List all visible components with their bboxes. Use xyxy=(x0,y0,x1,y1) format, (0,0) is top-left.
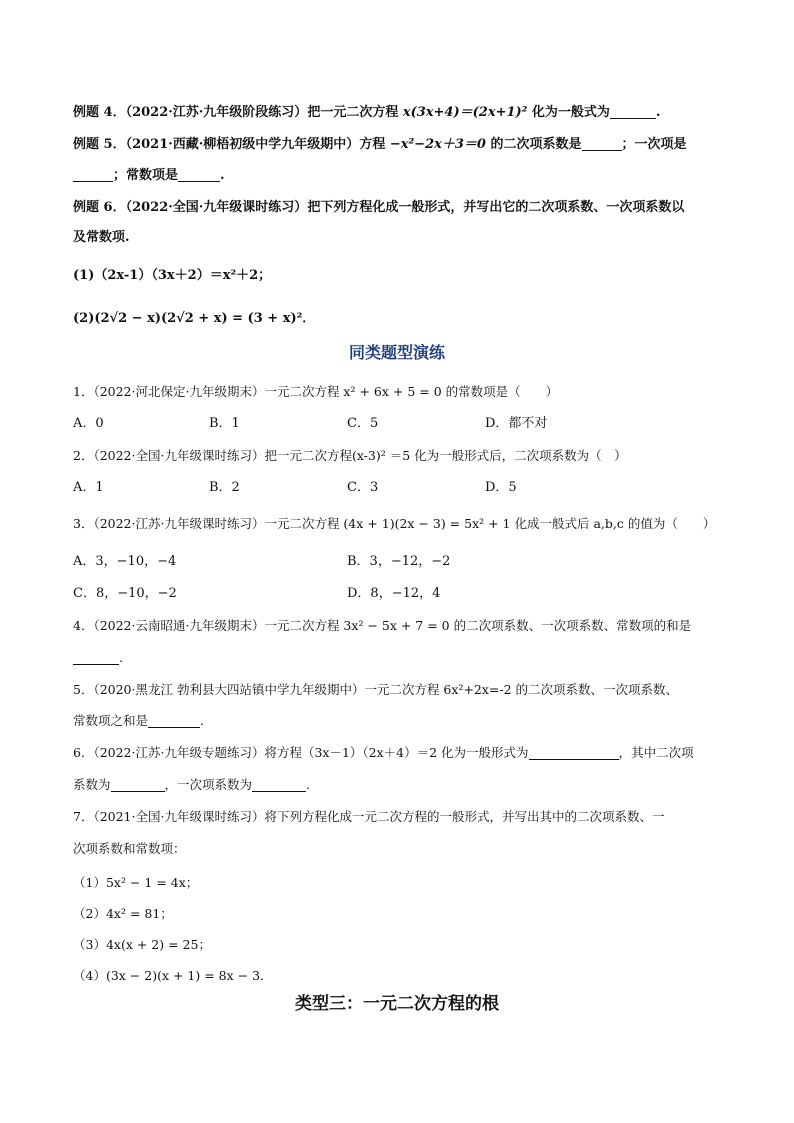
question-6-blank-general-form[interactable] xyxy=(529,745,619,760)
example-4-text-a: 把一元二次方程 xyxy=(307,105,403,120)
section-heading-practice: 同类题型演练 xyxy=(348,343,445,362)
example-5-equation: −x²−2x＋3＝0 xyxy=(389,137,486,152)
question-3-option-b[interactable]: B．3，−12，−2 xyxy=(347,554,451,569)
example-5-text-a: 方程 xyxy=(359,137,390,152)
question-2-option-b[interactable]: B．2 xyxy=(209,480,240,495)
example-5 xyxy=(73,135,687,155)
example-6 xyxy=(73,198,684,218)
question-3-option-a[interactable]: A．3，−10，−4 xyxy=(73,554,177,569)
example-4-source: （2022·江苏·九年级阶段练习） xyxy=(125,105,308,120)
example-6-text-b: 及常数项. xyxy=(73,230,130,245)
example-4-equation: x(3x+4)＝(2x+1)² xyxy=(402,105,528,120)
question-5-text: 5．（2020·黑龙江 勃利县大四站镇中学九年级期中）一元二次方程 6x²+2x=-2 的二次项系数、一次项系数、 xyxy=(73,682,679,697)
question-1-option-a[interactable]: A．0 xyxy=(73,416,104,431)
question-1-option-d[interactable]: D．都不对 xyxy=(485,416,548,431)
question-6-line-1 xyxy=(73,743,694,763)
question-6-blank-quadratic-coef[interactable] xyxy=(111,777,165,792)
question-7-item-3: （3）4x(x + 2) = 25； xyxy=(73,937,211,952)
question-6-end: . xyxy=(306,777,311,792)
question-7-text: 7．（2021·全国·九年级课时练习）将下列方程化成一元二次方程的一般形式，并写出其中的二次项系数、一 xyxy=(73,809,665,824)
example-6-label: 例题 6． xyxy=(73,200,126,215)
example-4-answer-blank[interactable] xyxy=(610,104,656,119)
question-6-text-2-b: ，一次项系数为 xyxy=(164,777,253,792)
question-6-text-2: 系数为 xyxy=(73,777,111,792)
example-5-text-d: ；常数项是 xyxy=(113,168,179,183)
question-5-answer-blank[interactable] xyxy=(148,713,200,728)
question-4-cont xyxy=(73,648,123,668)
example-4 xyxy=(73,103,660,123)
example-4-text-b: 化为一般式为 xyxy=(527,105,610,120)
example-5-blank-1[interactable] xyxy=(582,136,622,151)
example-4-end: . xyxy=(655,105,661,120)
question-3-option-c[interactable]: C．8，−10，−2 xyxy=(73,586,177,601)
question-2-text: 2．（2022·全国·九年级课时练习）把一元二次方程(x-3)² ＝5 化为一般形式后，二次项系数为（ ） xyxy=(73,448,627,463)
example-6-item-2: (2)(2√2 − x)(2√2 + x) = (3 + x)²． xyxy=(73,311,316,326)
question-6-text-b: ，其中二次项 xyxy=(618,745,694,760)
question-6-text: 6．（2022·江苏·九年级专题练习）将方程（3x－1）（2x＋4）＝2 化为一般形式为 xyxy=(73,745,529,760)
question-4-answer-blank[interactable] xyxy=(73,650,119,665)
question-6-line-2 xyxy=(73,775,310,795)
example-6-source: （2022·全国·九年级课时练习） xyxy=(125,200,308,215)
example-5-text-c: ；一次项是 xyxy=(621,137,687,152)
example-5-text-b: 的二次项系数是 xyxy=(485,137,582,152)
example-5-label: 例题 5． xyxy=(73,137,126,152)
example-6-text-a: 把下列方程化成一般形式，并写出它的二次项系数、一次项系数以 xyxy=(307,200,685,215)
example-6-item-1: (1)（2x-1）（3x＋2）＝x²＋2； xyxy=(73,268,272,283)
question-5-cont xyxy=(73,711,204,731)
example-5-end: . xyxy=(220,168,225,183)
question-3-text: 3．（2022·江苏·九年级课时练习）一元二次方程 (4x + 1)(2x − 3) = 5x² + 1 化成一般式后 a,b,c 的值为（ ） xyxy=(73,516,716,531)
question-7-item-4: （4）(3x − 2)(x + 1) = 8x − 3． xyxy=(73,968,273,983)
question-1-option-b[interactable]: B．1 xyxy=(209,416,240,431)
question-2-option-c[interactable]: C．3 xyxy=(347,480,379,495)
question-7-text-2: 次项系数和常数项： xyxy=(73,841,186,856)
question-5-end: . xyxy=(200,713,204,728)
question-1-option-c[interactable]: C．5 xyxy=(347,416,379,431)
question-7-item-2: （2）4x² = 81； xyxy=(73,906,173,921)
example-5-source: （2021·西藏·柳梧初级中学九年级期中） xyxy=(125,137,360,152)
question-2-option-d[interactable]: D．5 xyxy=(485,480,517,495)
question-7-item-1: （1）5x² − 1 = 4x； xyxy=(73,875,199,890)
section-heading-type-3: 类型三：一元二次方程的根 xyxy=(295,994,499,1014)
question-1-text: 1．（2022·河北保定·九年级期末）一元二次方程 x² + 6x + 5 = 0 的常数项是（ ） xyxy=(73,384,559,399)
example-4-label: 例题 4． xyxy=(73,105,126,120)
example-5-blank-3[interactable] xyxy=(178,167,220,182)
question-4-text: 4．（2022·云南昭通·九年级期末）一元二次方程 3x² − 5x + 7 = 0 的二次项系数、一次项系数、常数项的和是 xyxy=(73,618,692,633)
example-5-cont xyxy=(73,166,225,186)
question-6-blank-linear-coef[interactable] xyxy=(252,777,306,792)
question-5-text-2: 常数项之和是 xyxy=(73,713,149,728)
question-4-end: . xyxy=(119,650,123,665)
question-2-option-a[interactable]: A．1 xyxy=(73,480,104,495)
question-3-option-d[interactable]: D．8，−12，4 xyxy=(347,586,441,601)
example-5-blank-2[interactable] xyxy=(73,167,113,182)
